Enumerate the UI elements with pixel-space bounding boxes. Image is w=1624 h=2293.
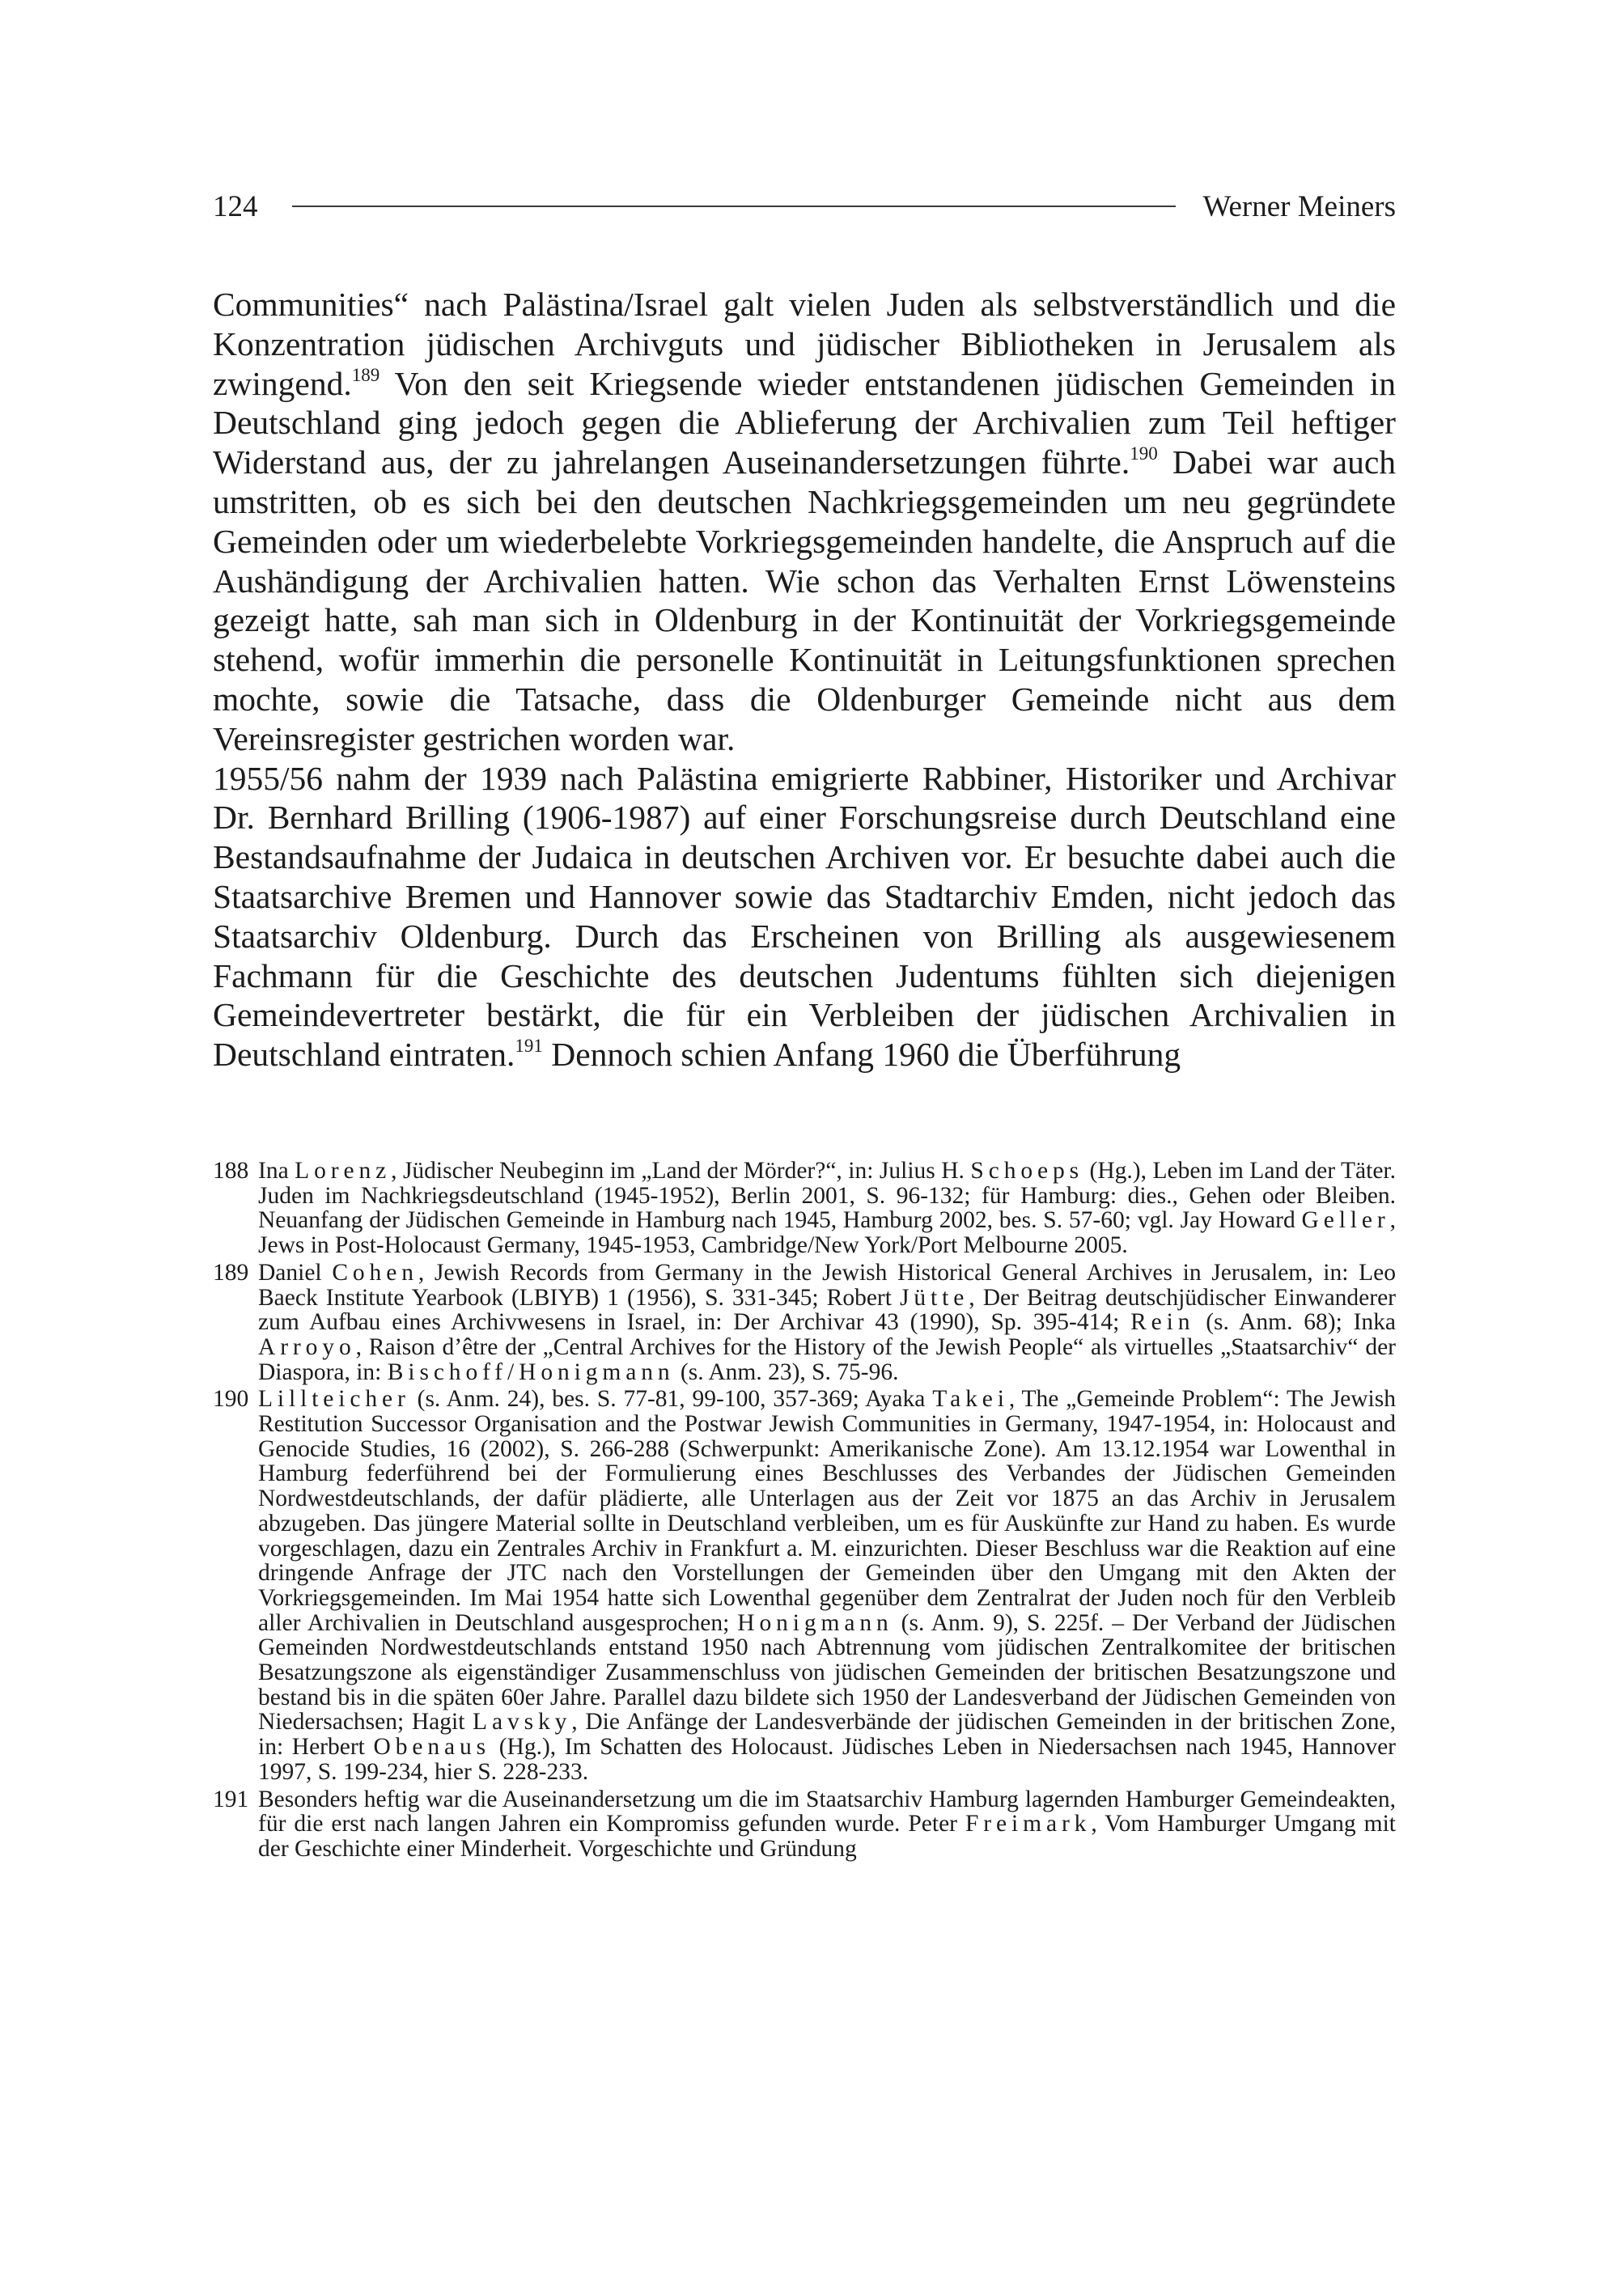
- footnote-text-run: , Der Beitrag deutschjüdischer Einwanderer zum Aufbau eines Archivwesens in Israel, in: Der Archivar 43 (1990), Sp. 395-414;: [258, 1284, 1396, 1336]
- footnotes: [213, 1159, 1396, 1864]
- footnote-text-run: (s. Anm. 9), S. 225f. – Der Verband der Jüdischen Gemeinden Nordwestdeutschlands entstand 1950 nach Abtrennung vom jüdischen Zentralkomitee der britischen Besatzungszone als eigenständiger Zusammenschluss von jüdischen Gemeinden der britischen Besatzungszone und bestand bis in die späten 60er Jahre. Parallel dazu bildete sich 1950 der Landesverband der Jüdischen Gemeinden von Niedersachsen; Hagit: [258, 1609, 1397, 1736]
- body-text-run: Dabei war auch umstritten, ob es sich bei den deutschen Nachkriegsgemeinden um neu gegründete Gemeinden oder um wiederbelebte Vorkriegsgemeinden handelte, die Anspruch auf die Aushändigung der Archivalien hatten. Wie schon das Verhalten Ernst Löwensteins gezeigt hatte, sah man sich in Oldenburg in der Kontinuität der Vorkriegsgemeinde stehend, wofür immerhin die personelle Kontinuität in Leitungsfunktionen sprechen mochte, sowie die Tatsache, dass die Oldenburger Gemeinde nicht aus dem Vereinsregister gestrichen worden war.: [213, 443, 1396, 757]
- body-text-run: Von den seit Kriegsende wieder entstandenen jüdischen Gemeinden in Deutschland ging jedoch gegen die Ablieferung der Archivalien zum Teil heftiger Widerstand aus, der zu jahrelangen Auseinandersetzungen führte.: [213, 364, 1396, 481]
- footnote-number: 190: [213, 1386, 249, 1413]
- footnote-text-run: (Hg.), Im Schatten des Holocaust. Jüdisches Leben in Niedersachsen nach 1945, Hannover 1997, S. 199-234, hier S. 228-233.: [258, 1734, 1396, 1785]
- body-paragraph: [213, 759, 1396, 1074]
- header-rule: [292, 206, 1176, 207]
- cited-author: Rein: [1130, 1309, 1195, 1336]
- cited-author: Geller: [1301, 1207, 1390, 1234]
- cited-author: Takei: [932, 1386, 1009, 1413]
- body-text-run: Dennoch schien Anfang 1960 die Überführung: [542, 1036, 1181, 1074]
- footnote-number: 189: [213, 1259, 249, 1286]
- footnote-text-run: , Raison d’être der „Central Archives for the History of the Jewish People“ als virtuelles „Staatsarchiv“ der Diaspora, in:: [258, 1333, 1396, 1385]
- footnote-reference[interactable]: 191: [515, 1036, 543, 1057]
- footnote-text: [258, 1261, 1396, 1385]
- footnote: [213, 1159, 1396, 1258]
- footnote: [213, 1787, 1396, 1862]
- cited-author: Cohen: [332, 1259, 418, 1286]
- footnote-text-run: (Hg.), Leben im Land der Täter. Juden im Nachkriegsdeutschland (1945-1952), Berlin 2001, S. 96-132; für Hamburg: dies., Gehen oder Bleiben. Neuanfang der Jüdischen Gemeinde in Hamburg nach 1945, Hamburg 2002, bes. S. 57-60; vgl. Jay Howard: [258, 1158, 1396, 1234]
- footnote: [213, 1261, 1396, 1385]
- cited-author: Lillteicher: [258, 1386, 410, 1413]
- footnote-text-run: , Jews in Post-Holocaust Germany, 1945-1953, Cambridge/New York/Port Melbourne 2005.: [258, 1207, 1396, 1259]
- cited-author: Lavsky: [473, 1709, 572, 1736]
- footnote-number: 191: [213, 1786, 249, 1812]
- cited-author: Arroyo: [258, 1333, 356, 1360]
- footnote: [213, 1387, 1396, 1784]
- footnote-text-run: , Die Anfänge der Landesverbände der jüdischen Gemeinden in der britischen Zone, in: Herbert: [258, 1709, 1396, 1761]
- footnote-text: [258, 1787, 1396, 1862]
- footnote-text-run: , Jüdischer Neubeginn im „Land der Mörder?“, in: Julius H.: [391, 1158, 971, 1184]
- footnote-reference[interactable]: 189: [351, 364, 380, 385]
- running-header: [213, 184, 1396, 228]
- footnote-text-run: (s. Anm. 68); Inka: [1194, 1309, 1396, 1336]
- cited-author: Lorenz: [295, 1158, 392, 1184]
- footnote-text: [258, 1159, 1396, 1258]
- footnote-text-run: (s. Anm. 24), bes. S. 77-81, 99-100, 357-369; Ayaka: [409, 1386, 933, 1413]
- body-text: [213, 285, 1396, 1074]
- cited-author: Bischoff/Honigmann: [387, 1358, 675, 1385]
- cited-author: Jütte: [900, 1284, 969, 1311]
- body-paragraph: [213, 285, 1396, 759]
- cited-author: Obenaus: [373, 1734, 491, 1761]
- body-text-run: 1955/56 nahm der 1939 nach Palästina emigrierte Rabbiner, Historiker und Archivar Dr. Bernhard Brilling (1906-1987) auf einer Forschungsreise durch Deutschland eine Bestandsaufnahme der Judaica in deutschen Archiven vor. Er besuchte dabei auch die Staatsarchive Bremen und Hannover sowie das Stadtarchiv Emden, nicht jedoch das Staatsarchiv Oldenburg. Durch das Erscheinen von Brilling als ausgewiesenem Fachmann für die Geschichte des deutschen Judentums fühlten sich diejenigen Gemeindevertreter bestärkt, die für ein Verbleiben der jüdischen Archivalien in Deutschland eintraten.: [213, 759, 1396, 1074]
- cited-author: Honigmann: [737, 1609, 893, 1636]
- footnote-text-run: , Jewish Records from Germany in the Jewish Historical General Archives in Jerusalem, in: Leo Baeck Institute Yearbook (LBIYB) 1 (1956), S. 331-345; Robert: [258, 1259, 1396, 1311]
- footnote-text-run: Ina: [258, 1158, 295, 1184]
- cited-author: Schoeps: [970, 1158, 1084, 1184]
- footnote-text-run: , Vom Hamburger Umgang mit der Geschichte einer Minderheit. Vorgeschichte und Gründung: [258, 1811, 1396, 1862]
- footnote-text-run: (s. Anm. 23), S. 75-96.: [674, 1358, 899, 1385]
- footnote-text: [258, 1387, 1396, 1784]
- footnote-text-run: , The „Gemeinde Problem“: The Jewish Restitution Successor Organisation and the Postwar Jewish Communities in Germany, 1947-1954, in: Holocaust and Genocide Studies, 16 (2002), S. 266-288 (Schwerpunkt: Amerikanische Zone). Am 13.12.1954 war Lowenthal in Hamburg federführend bei der Formulierung eines Beschlusses des Verbandes der Jüdischen Gemeinden Nordwestdeutschlands, der dafür plädierte, alle Unterlagen aus der Zeit vor 1875 an das Archiv in Jerusalem abzugeben. Das jüngere Material sollte in Deutschland verbleiben, um es für Auskünfte zur Hand zu haben. Es wurde vorgeschlagen, dazu ein Zentrales Archiv in Frankfurt a. M. einzurichten. Dieser Beschluss war die Reaktion auf eine dringende Anfrage der JTC nach den Vorstellungen der Gemeinden über den Umgang mit den Akten der Vorkriegsgemeinden. Im Mai 1954 hatte sich Lowenthal gegenüber dem Zentralrat der Juden noch für den Verbleib aller Archivalien in Deutschland ausgesprochen;: [258, 1386, 1396, 1636]
- footnote-number: 188: [213, 1158, 249, 1184]
- footnote-reference[interactable]: 190: [1130, 443, 1158, 464]
- cited-author: Freimark: [965, 1811, 1092, 1837]
- page-number: 124: [213, 189, 258, 223]
- running-header-author: Werner Meiners: [1202, 189, 1396, 223]
- footnote-text-run: Daniel: [258, 1259, 333, 1286]
- body-text-run: Communities“ nach Palästina/Israel galt vielen Juden als selbstverständlich und die Konzentration jüdischen Archivguts und jüdischer Bibliotheken in Jerusalem als zwingend.: [213, 286, 1396, 402]
- footnote-text-run: Besonders heftig war die Auseinandersetzung um die im Staatsarchiv Hamburg lagernden Hamburger Gemeindeakten, für die erst nach langen Jahren ein Kompromiss gefunden wurde. Peter: [258, 1786, 1396, 1837]
